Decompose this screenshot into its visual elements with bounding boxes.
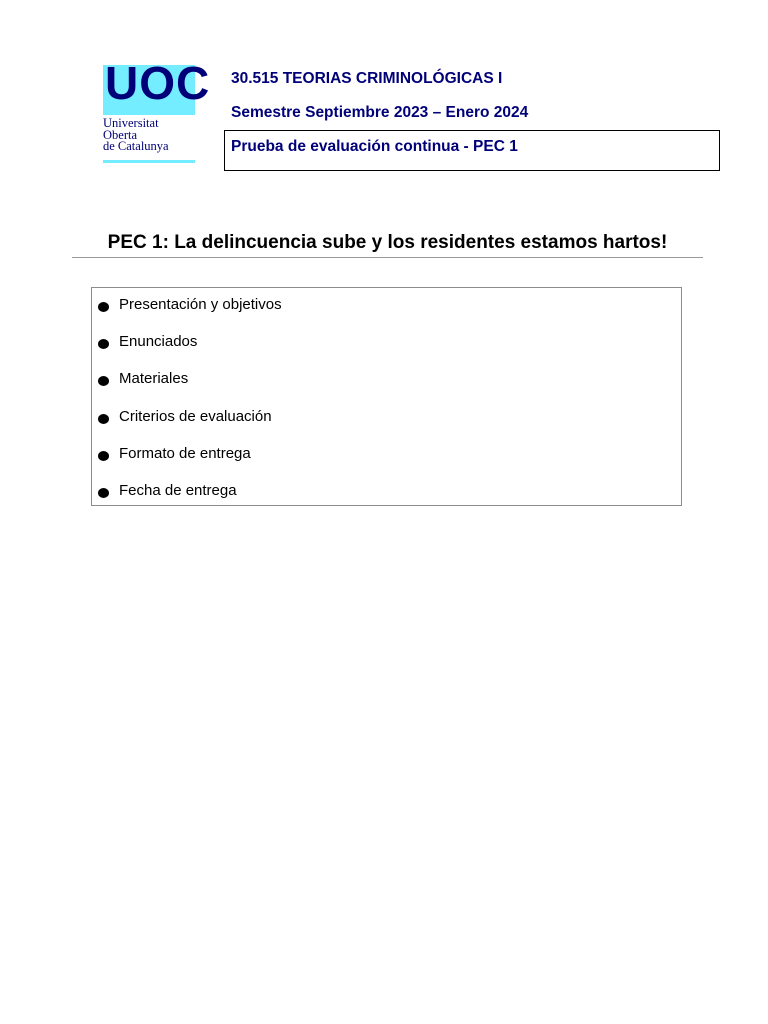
contents-item <box>92 482 681 502</box>
contents-item <box>92 445 681 465</box>
logo-underline <box>103 160 195 163</box>
contents-item-label: Fecha de entrega <box>119 482 237 499</box>
bullet-icon <box>98 376 109 386</box>
logo-line-3: de Catalunya <box>103 139 169 153</box>
bullet-icon <box>98 451 109 461</box>
uoc-logo-wordmark <box>103 118 169 153</box>
contents-item <box>92 370 681 390</box>
uoc-logo <box>103 57 211 167</box>
contents-item-label: Presentación y objetivos <box>119 296 282 313</box>
assessment-box <box>224 130 720 171</box>
semester-line: Semestre Septiembre 2023 – Enero 2024 <box>231 104 529 121</box>
logo-line-1: Universitat <box>103 116 159 130</box>
bullet-icon <box>98 488 109 498</box>
logo-line-2: Oberta <box>103 127 138 142</box>
uoc-logo-mark <box>103 57 211 115</box>
bullet-icon <box>98 339 109 349</box>
contents-list <box>91 287 682 506</box>
contents-item <box>92 408 681 428</box>
contents-item-label: Materiales <box>119 370 189 387</box>
uoc-logo-letters: UOC <box>105 57 211 109</box>
document-title: PEC 1: La delincuencia sube y los residentes estamos hartos! <box>107 232 668 253</box>
bullet-icon <box>98 302 109 312</box>
contents-item-label: Formato de entrega <box>119 445 251 462</box>
assessment-label: Prueba de evaluación continua - PEC 1 <box>231 138 518 155</box>
course-title: 30.515 TEORIAS CRIMINOLÓGICAS I <box>231 70 503 87</box>
contents-item <box>92 296 681 316</box>
title-divider <box>72 257 703 258</box>
contents-item <box>92 333 681 353</box>
bullet-icon <box>98 414 109 424</box>
contents-item-label: Enunciados <box>119 333 198 350</box>
contents-item-label: Criterios de evaluación <box>119 408 272 425</box>
